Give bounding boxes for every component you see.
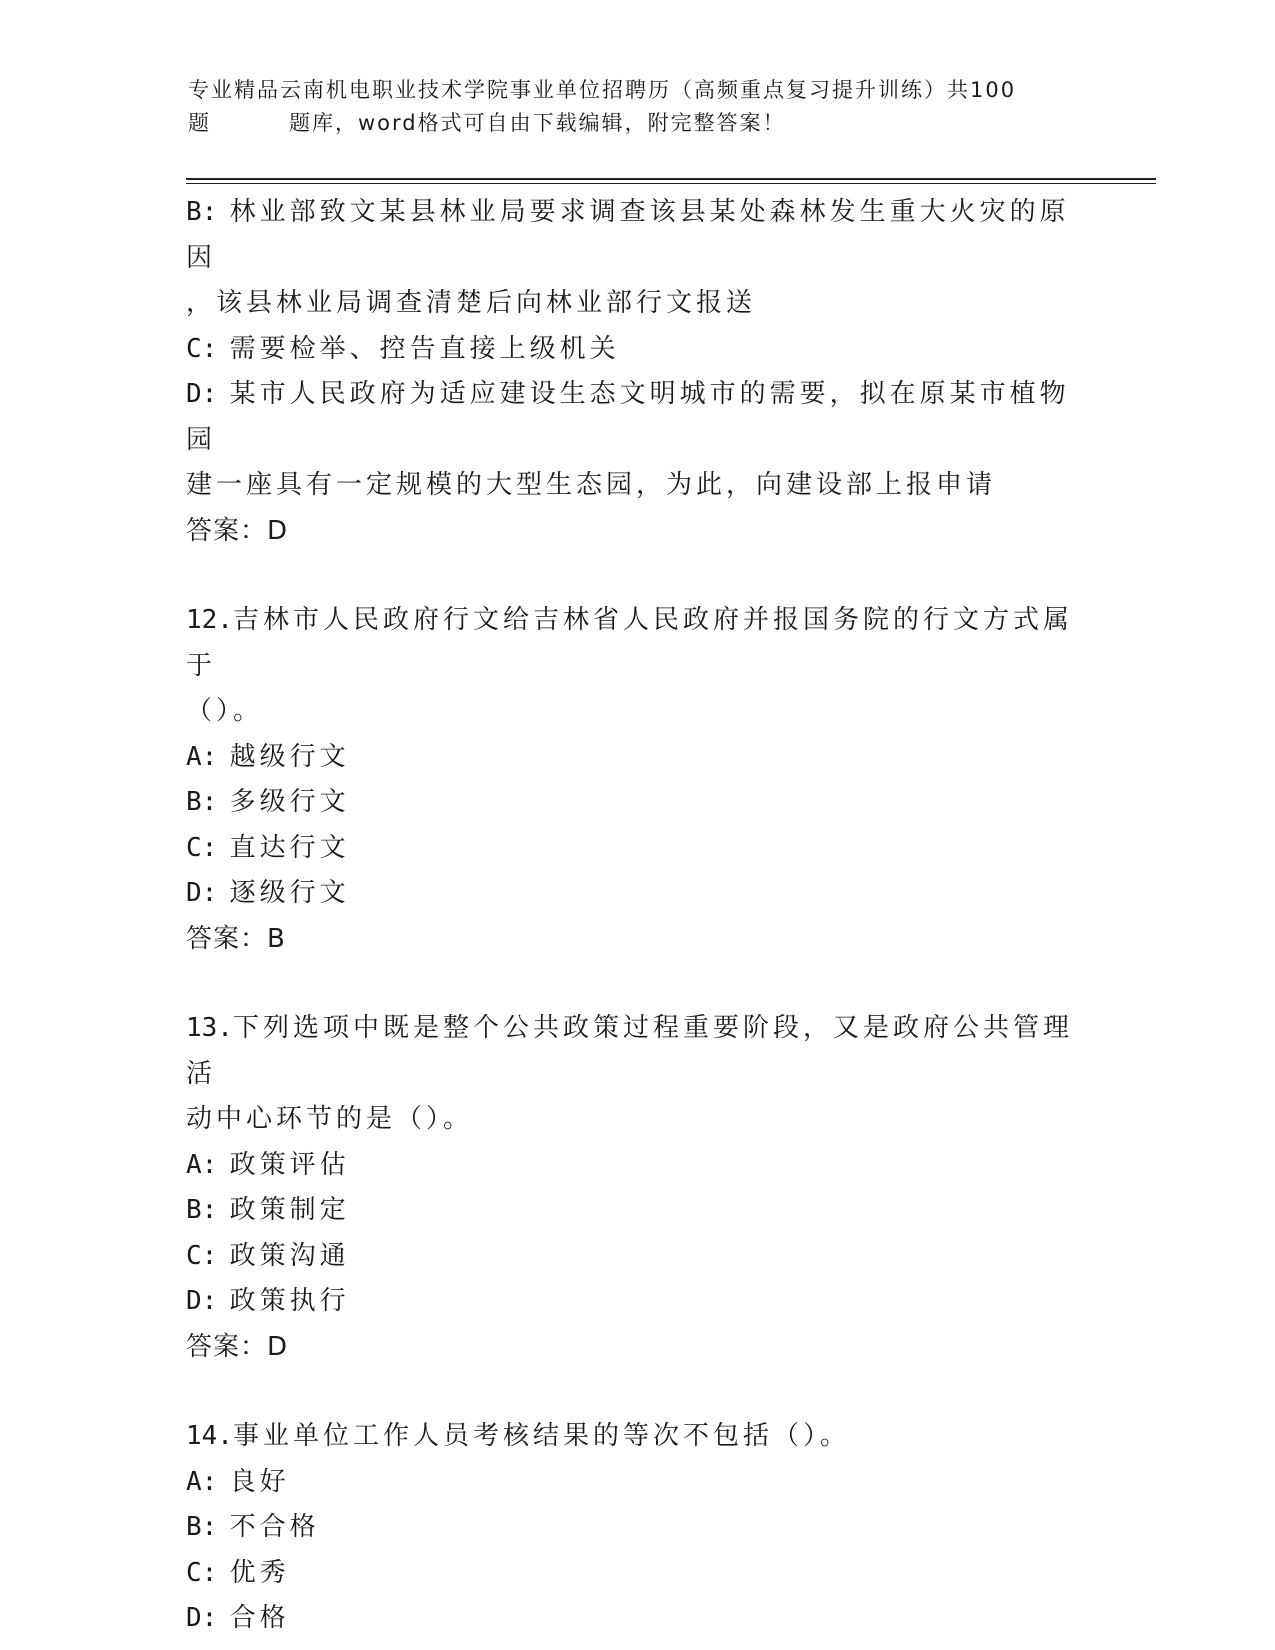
option-row: C: 直达行文: [186, 832, 350, 863]
option-row: A: 越级行文: [186, 741, 350, 772]
question-block-11: [186, 190, 1086, 554]
header-subtitle-right: 题库，word格式可自由下载编辑，附完整答案！: [289, 111, 786, 135]
option-row: D: 合格: [186, 1603, 290, 1633]
option-row: B: 多级行文: [186, 787, 350, 817]
option-row: B: 林业部致文某县林业局要求调查该县某处森林发生重大火灾的原因: [186, 197, 1070, 273]
answer-line: 答案：D: [186, 1331, 289, 1362]
option-row: D: 政策执行: [186, 1286, 350, 1316]
option-row: A: 良好: [186, 1466, 290, 1497]
option-row: C: 优秀: [186, 1557, 290, 1588]
question-stem: 12.吉林市人民政府行文给吉林省人民政府并报国务院的行文方式属于: [186, 605, 1073, 681]
answer-line: 答案：D: [186, 515, 289, 546]
option-row: D: 某市人民政府为适应建设生态文明城市的需要，拟在原某市植物园: [186, 379, 1070, 455]
header-title-line: 专业精品云南机电职业技术学院事业单位招聘历（高频重点复习提升训练）共100: [188, 78, 1017, 102]
question-stem-continued: 动中心环节的是（）。: [186, 1104, 474, 1134]
question-block-12: [186, 598, 1086, 962]
option-row: B: 不合格: [186, 1512, 320, 1542]
option-row: C: 政策沟通: [186, 1240, 350, 1271]
header-divider-thick: [186, 178, 1156, 180]
question-stem: 13.下列选项中既是整个公共政策过程重要阶段，又是政府公共管理活: [186, 1013, 1073, 1089]
question-block-13: [186, 1006, 1086, 1370]
question-number: 14.: [186, 1421, 233, 1451]
question-stem: 14.事业单位工作人员考核结果的等次不包括（）。: [186, 1421, 850, 1451]
option-row-continued: ，该县林业局调查清楚后向林业部行文报送: [186, 288, 757, 318]
option-row: B: 政策制定: [186, 1195, 350, 1225]
header-subtitle-line: [188, 107, 1088, 140]
answer-line: 答案：B: [186, 923, 286, 954]
header-subtitle-left: 题: [188, 111, 211, 135]
header-divider-thin: [186, 183, 1156, 184]
option-row: D: 逐级行文: [186, 878, 350, 908]
document-body: [186, 190, 1086, 1642]
question-number: 13.: [186, 1013, 233, 1043]
option-row: C: 需要检举、控告直接上级机关: [186, 333, 620, 364]
document-header: [188, 74, 1088, 140]
option-row-continued: 建一座具有一定规模的大型生态园，为此，向建设部上报申请: [186, 470, 997, 500]
option-row: A: 政策评估: [186, 1149, 350, 1180]
question-number: 12.: [186, 605, 233, 635]
question-block-14: [186, 1414, 1086, 1642]
question-stem-continued: （）。: [186, 696, 264, 726]
